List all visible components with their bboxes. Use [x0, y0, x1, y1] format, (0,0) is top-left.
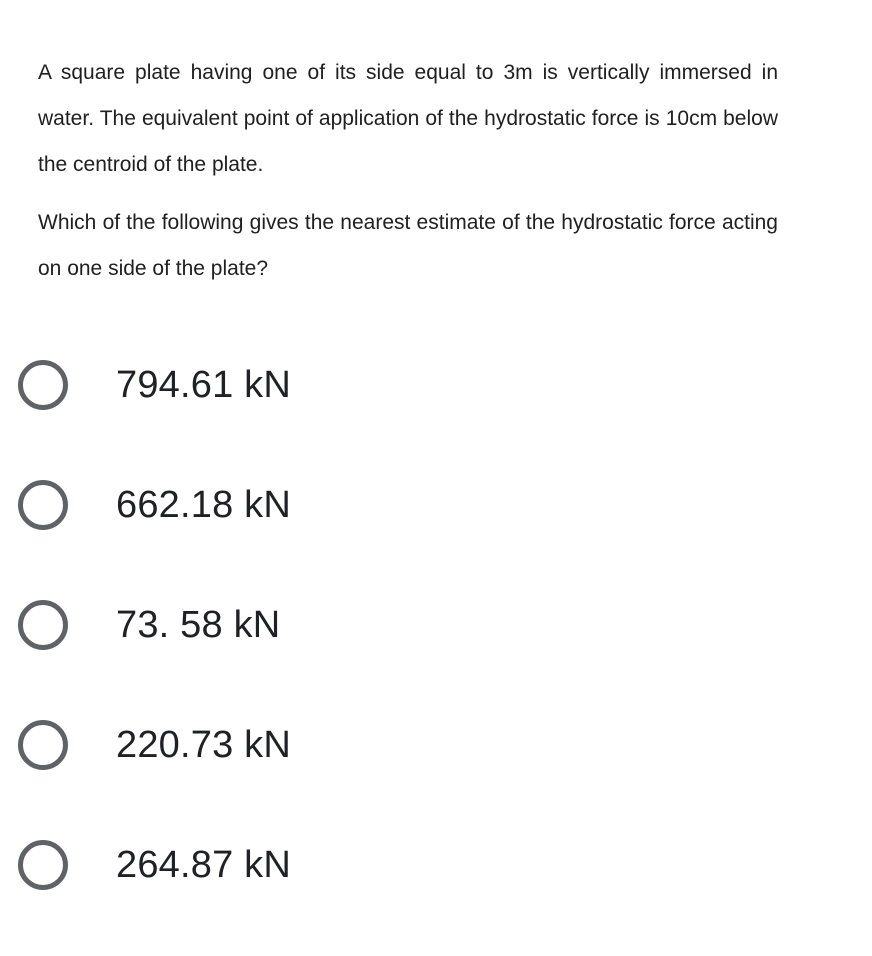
radio-unchecked-icon[interactable] — [18, 360, 68, 410]
option-5[interactable] — [18, 835, 818, 895]
question-paragraph-1: A square plate having one of its side equal to 3m is vertically immersed in water. The equivalent point of application of the hydrostatic force is 10cm below the centroid of the plate. — [38, 61, 778, 176]
question-text — [38, 50, 778, 292]
option-1[interactable] — [18, 355, 818, 415]
radio-unchecked-icon[interactable] — [18, 480, 68, 530]
option-2[interactable] — [18, 475, 818, 535]
option-4[interactable] — [18, 715, 818, 775]
radio-unchecked-icon[interactable] — [18, 600, 68, 650]
option-label: 73. 58 kN — [116, 603, 281, 646]
option-label: 264.87 kN — [116, 843, 292, 886]
answer-options — [18, 355, 818, 955]
option-label: 662.18 kN — [116, 483, 292, 526]
radio-unchecked-icon[interactable] — [18, 840, 68, 890]
radio-unchecked-icon[interactable] — [18, 720, 68, 770]
question-paragraph-2: Which of the following gives the nearest estimate of the hydrostatic force acting on one side of the plate? — [38, 211, 778, 280]
option-3[interactable] — [18, 595, 818, 655]
option-label: 794.61 kN — [116, 363, 292, 406]
option-label: 220.73 kN — [116, 723, 292, 766]
